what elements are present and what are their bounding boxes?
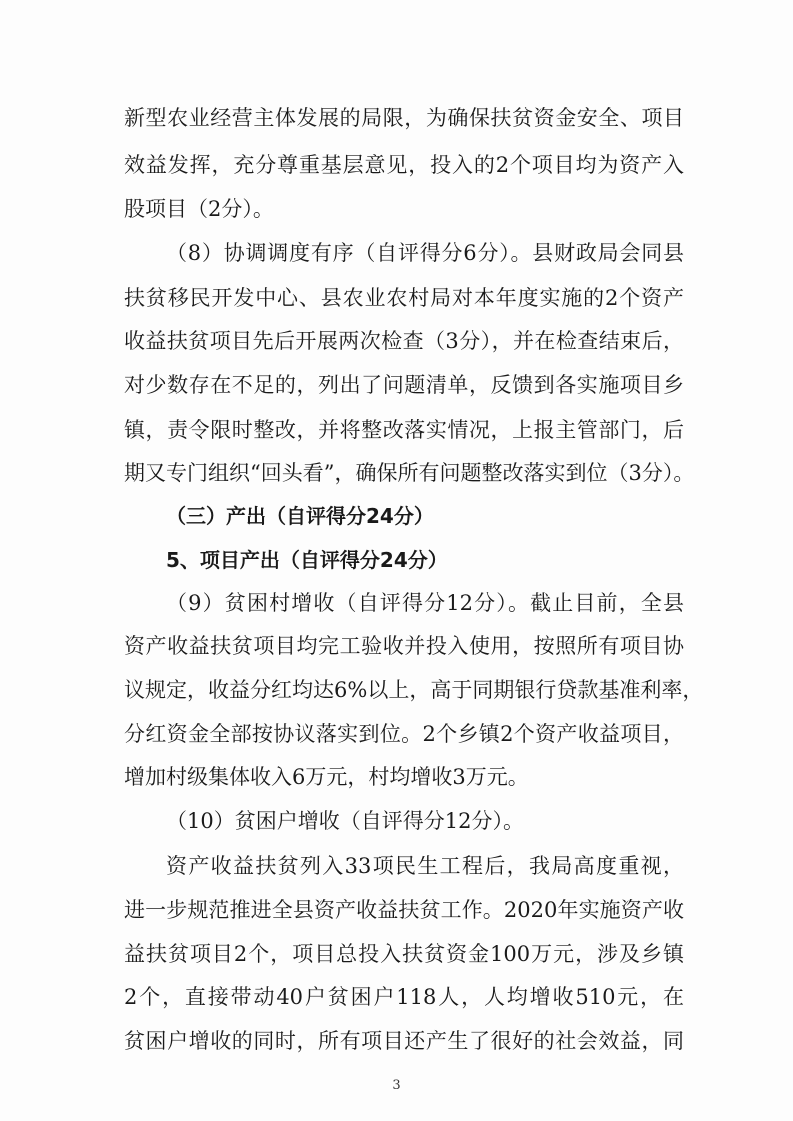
body-text-line: 增加村级集体收入6万元，村均增收3万元。: [124, 765, 529, 789]
paragraph-heading-9: （9）贫困村增收（自评得分12分）。截止目前，全县: [166, 591, 684, 615]
body-text-line: 贫困户增收的同时，所有项目还产生了很好的社会效益，同: [124, 1029, 684, 1053]
section-heading-output: （三）产出（自评得分24分）: [166, 504, 434, 528]
body-text-line: 资产收益扶贫项目均完工验收并投入使用，按照所有项目协: [124, 634, 684, 658]
body-text-line: 镇，责令限时整改，并将整改落实情况，上报主管部门，后: [124, 418, 684, 442]
body-text-line: 资产收益扶贫列入33项民生工程后，我局高度重视，: [166, 854, 684, 878]
paragraph-heading-8: （8）协调调度有序（自评得分6分）。县财政局会同县: [166, 241, 684, 265]
body-text-line: 益扶贫项目2个，项目总投入扶贫资金100万元，涉及乡镇: [124, 942, 684, 966]
page-number: 3: [392, 1078, 401, 1093]
subsection-heading-project-output: 5、项目产出（自评得分24分）: [166, 548, 448, 572]
paragraph-heading-10: （10）贫困户增收（自评得分12分）。: [166, 809, 524, 833]
body-text-line: 分红资金全部按协议落实到位。2个乡镇2个资产收益项目，: [124, 722, 684, 746]
body-text-line: 股项目（2分）。: [124, 197, 274, 221]
body-text-line: 进一步规范推进全县资产收益扶贫工作。2020年实施资产收: [124, 898, 684, 922]
body-text-line: 收益扶贫项目先后开展两次检查（3分），并在检查结束后，: [124, 329, 684, 353]
body-text-line: 扶贫移民开发中心、县农业农村局对本年度实施的2个资产: [124, 286, 684, 310]
body-text-line: 2个，直接带动40户贫困户118人，人均增收510元，在: [124, 985, 684, 1009]
body-text-line: 对少数存在不足的，列出了问题清单，反馈到各实施项目乡: [124, 373, 684, 397]
body-text-line: 议规定，收益分红均达6%以上，高于同期银行贷款基准利率，: [124, 678, 704, 702]
body-text-line: 效益发挥，充分尊重基层意见，投入的2个项目均为资产入: [124, 153, 684, 177]
body-text-line: 期又专门组织“回头看”，确保所有问题整改落实到位（3分）。: [124, 461, 695, 485]
body-text-line: 新型农业经营主体发展的局限，为确保扶贫资金安全、项目: [124, 106, 684, 130]
